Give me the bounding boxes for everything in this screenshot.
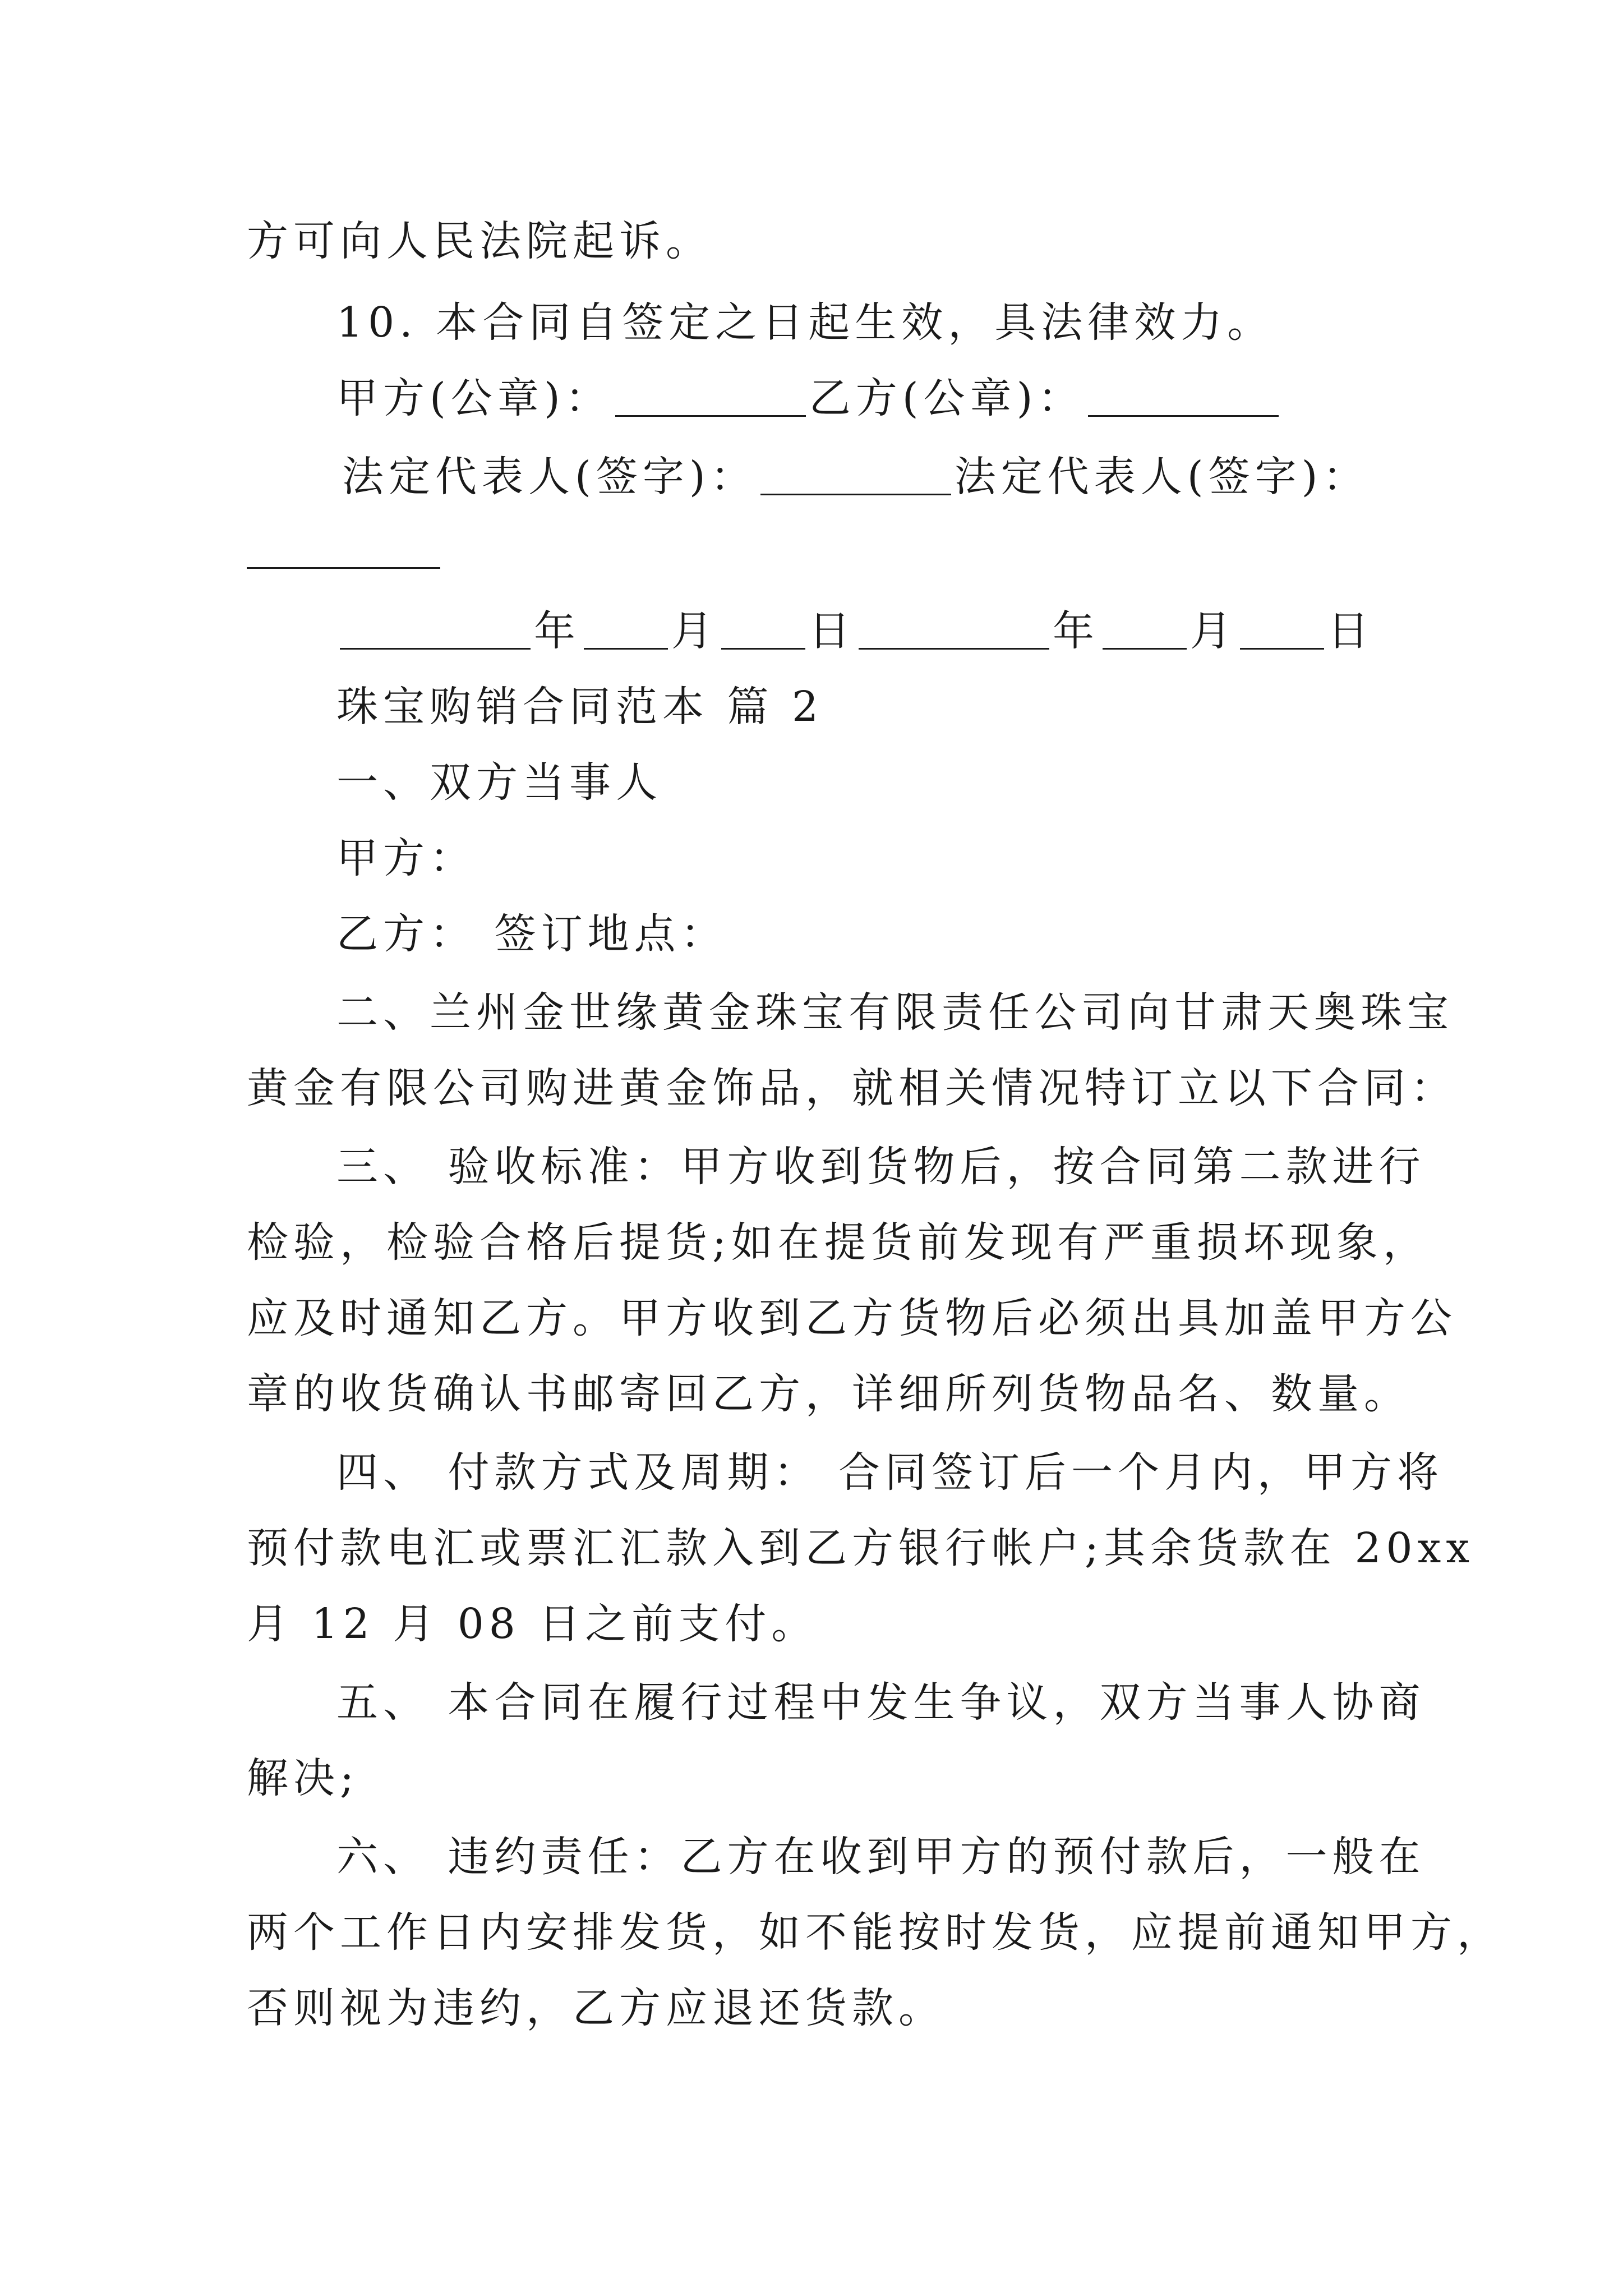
signature-seal-line xyxy=(336,367,1282,429)
text-line: 二、兰州金世缘黄金珠宝有限责任公司向甘肃天奥珠宝 xyxy=(336,988,1454,1037)
text-line: 章的收货确认书邮寄回乙方，详细所列货物品名、数量。 xyxy=(247,1370,1410,1418)
signature-rep-line xyxy=(342,446,1370,508)
day-label: 日 xyxy=(809,607,855,655)
party-a-seal-label: 甲方(公章)： xyxy=(336,374,612,422)
day-label: 日 xyxy=(1327,607,1374,655)
text-line: 应及时通知乙方。甲方收到乙方货物后必须出具加盖甲方公 xyxy=(247,1294,1457,1342)
blank-underline xyxy=(615,415,806,417)
blank-underline xyxy=(721,648,805,650)
text-line: 五、 本合同在履行过程中发生争议，双方当事人协商 xyxy=(336,1678,1426,1727)
text-line: 一、双方当事人 xyxy=(336,758,662,807)
month-label: 月 xyxy=(671,607,718,655)
text-line: 三、 验收标准：甲方收到货物后，按合同第二款进行 xyxy=(336,1143,1426,1191)
text-line: 乙方： 签订地点： xyxy=(336,910,727,958)
date-line xyxy=(336,600,1374,662)
text-line: 黄金有限公司购进黄金饰品，就相关情况特订立以下合同： xyxy=(247,1064,1457,1112)
text-line: 检验，检验合格后提货;如在提货前发现有严重损坏现象， xyxy=(247,1218,1430,1267)
blank-underline xyxy=(1240,648,1324,650)
text-line: 否则视为违约，乙方应退还货款。 xyxy=(247,1984,945,2032)
blank-underline xyxy=(247,567,440,569)
section-heading: 珠宝购销合同范本 篇 2 xyxy=(336,683,824,731)
text-line: 六、 违约责任：乙方在收到甲方的预付款后，一般在 xyxy=(336,1833,1426,1881)
text-line: 两个工作日内安排发货，如不能按时发货，应提前通知甲方， xyxy=(247,1908,1504,1957)
blank-underline xyxy=(760,494,951,495)
text-line: 月 12 月 08 日之前支付。 xyxy=(247,1600,818,1648)
party-b-seal-label: 乙方(公章)： xyxy=(809,374,1085,422)
blank-underline xyxy=(859,648,1049,650)
text-line: 解决; xyxy=(247,1754,359,1802)
blank-underline xyxy=(340,648,531,650)
blank-underline xyxy=(1088,415,1279,417)
text-line: 10. 本合同自签定之日起生效，具法律效力。 xyxy=(336,298,1274,347)
month-label: 月 xyxy=(1190,607,1237,655)
blank-underline xyxy=(1103,648,1187,650)
year-label: 年 xyxy=(1053,607,1099,655)
text-line: 甲方： xyxy=(336,834,476,882)
party-b-rep-label: 法定代表人(签字)： xyxy=(954,453,1370,501)
party-a-rep-label: 法定代表人(签字)： xyxy=(342,453,757,501)
year-label: 年 xyxy=(534,607,580,655)
text-line: 方可向人民法院起诉。 xyxy=(247,217,712,265)
text-line: 预付款电汇或票汇汇款入到乙方银行帐户;其余货款在 20xx xyxy=(247,1524,1475,1572)
blank-underline xyxy=(584,648,668,650)
text-line: 四、 付款方式及周期： 合同签订后一个月内，甲方将 xyxy=(336,1448,1444,1497)
